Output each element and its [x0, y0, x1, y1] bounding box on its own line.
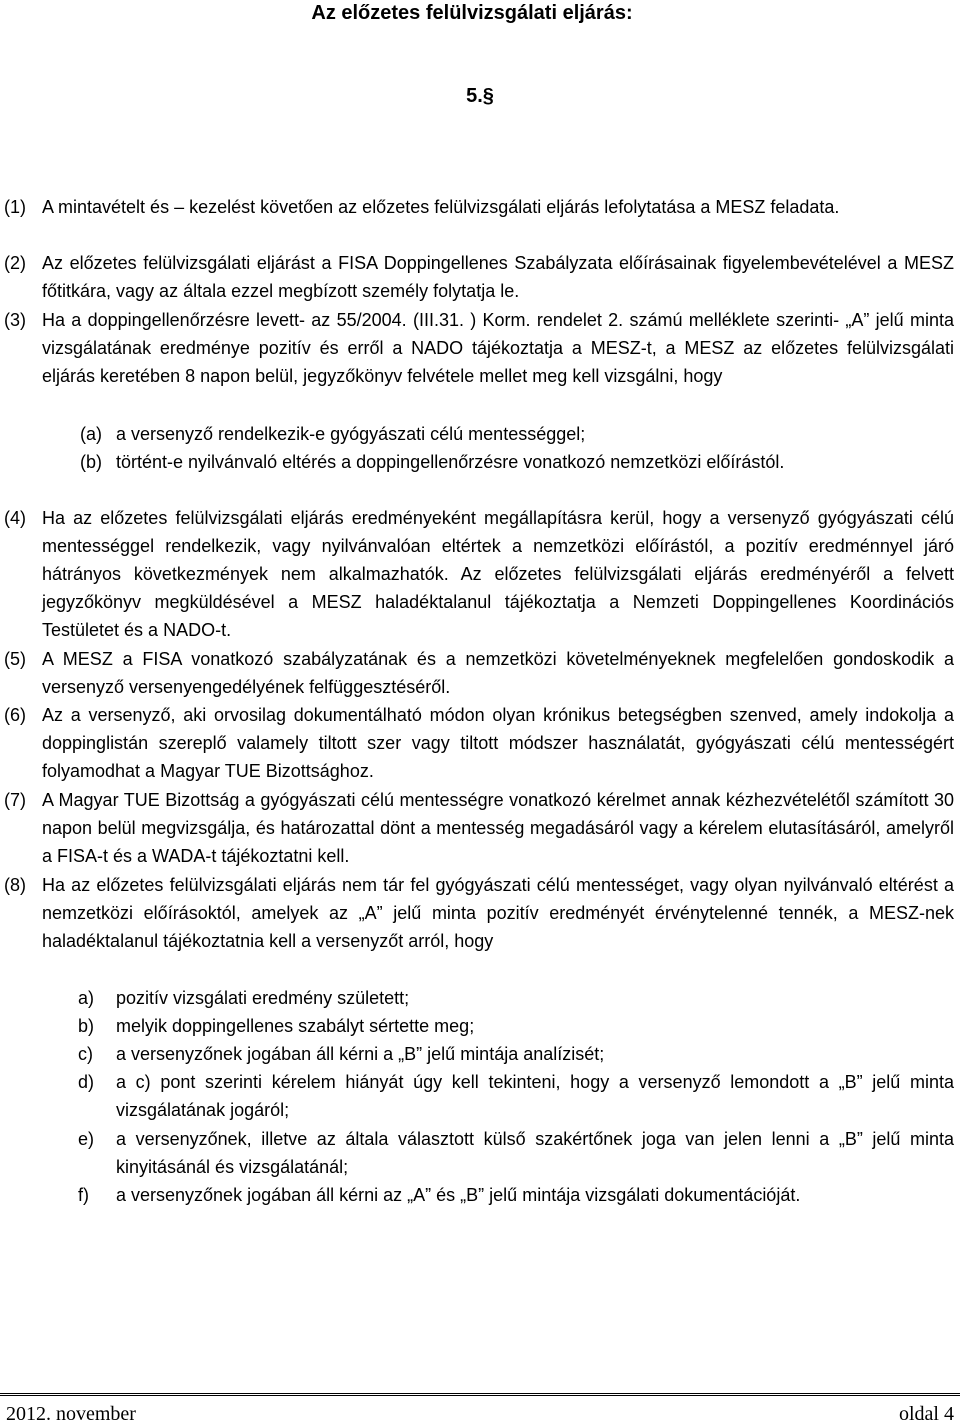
list-item-c — [78, 1040, 954, 1068]
sub-item-label: (a) — [80, 424, 102, 444]
list-item-label: e) — [78, 1129, 95, 1149]
list-item-d — [78, 1068, 954, 1124]
paragraph-number: (6) — [4, 705, 26, 725]
section-number: 5.§ — [466, 85, 494, 107]
sub-item-label: (b) — [80, 452, 102, 472]
list-item-label: f) — [78, 1185, 89, 1205]
list-item-f — [78, 1181, 954, 1209]
list-item-text: a versenyzőnek, illetve az általa választott külső szakértőnek joga van jelen lenni a „B” jelű minta kinyitásánál és vizsgálatánál; — [116, 1129, 954, 1177]
paragraph-text: Az a versenyző, aki orvosilag dokumentálható módon olyan krónikus betegségben szenved, amely indokolja a doppinglistán szereplő valamely tiltott szer vagy tiltott módszer használatát, gyógyászati célú mentességért folyamodhat a Magyar TUE Bizottsághoz. — [42, 705, 954, 781]
sub-item-text: a versenyző rendelkezik-e gyógyászati célú mentességgel; — [116, 424, 586, 444]
paragraph-number: (3) — [4, 310, 26, 330]
list-item-text: a versenyzőnek jogában áll kérni a „B” jelű mintája analízisét; — [116, 1044, 605, 1064]
sub-item-a — [80, 420, 940, 448]
list-item-b — [78, 1012, 954, 1040]
list-item-text: a versenyzőnek jogában áll kérni az „A” és „B” jelű mintája vizsgálati dokumentációját. — [116, 1185, 801, 1205]
paragraph-text: Ha az előzetes felülvizsgálati eljárás nem tár fel gyógyászati célú mentességet, vagy olyan nyilvánvaló eltérést a nemzetközi előírásoktól, amelyek az „A” jelű minta pozitív eredményét érvénytelenné tennék, a MESZ-nek haladéktalanul tájékoztatnia kell a versenyzőt arról, hogy — [42, 875, 954, 951]
paragraph-8 — [4, 871, 954, 955]
paragraph-number: (2) — [4, 253, 26, 273]
paragraph-text: Az előzetes felülvizsgálati eljárást a FISA Doppingellenes Szabályzata előírásainak figyelembevételével a MESZ főtitkára, vagy az általa ezzel megbízott személy folytatja le. — [42, 253, 954, 301]
paragraph-5 — [4, 645, 954, 701]
paragraph-text: A MESZ a FISA vonatkozó szabályzatának és a nemzetközi követelményeknek megfelelően gondoskodik a versenyző versenyengedélyének felfüggesztéséről. — [42, 649, 954, 697]
paragraph-number: (5) — [4, 649, 26, 669]
sub-item-text: történt-e nyilvánvaló eltérés a doppingellenőrzésre vonatkozó nemzetközi előírástól. — [116, 452, 785, 472]
footer-page-number: oldal 4 — [899, 1403, 954, 1425]
sub-item-b — [80, 448, 940, 476]
paragraph-number: (1) — [4, 197, 26, 217]
list-item-e — [78, 1125, 954, 1181]
list-item-text: a c) pont szerinti kérelem hiányát úgy kell tekinteni, hogy a versenyző lemondott a „B” jelű minta vizsgálatának jogáról; — [116, 1072, 954, 1120]
paragraph-number: (8) — [4, 875, 26, 895]
list-item-label: c) — [78, 1044, 93, 1064]
footer-date: 2012. november — [6, 1403, 136, 1425]
paragraph-4 — [4, 504, 954, 644]
paragraph-3 — [4, 306, 954, 390]
paragraph-1 — [4, 193, 954, 221]
paragraph-6 — [4, 701, 954, 785]
paragraph-7 — [4, 786, 954, 870]
paragraph-text: Ha a doppingellenőrzésre levett- az 55/2004. (III.31. ) Korm. rendelet 2. számú melléklete szerinti- „A” jelű minta vizsgálatának eredménye pozitív és erről a NADO tájékoztatja a MESZ-t, a MESZ az előzetes felülvizsgálati eljárás keretében 8 napon belül, jegyzőkönyv felvétele mellet meg kell vizsgálni, hogy — [42, 310, 954, 386]
footer-divider — [0, 1393, 960, 1396]
list-item-text: melyik doppingellenes szabályt sértette meg; — [116, 1016, 475, 1036]
list-item-a — [78, 984, 954, 1012]
paragraph-number: (4) — [4, 508, 26, 528]
paragraph-text: A mintavételt és – kezelést követően az előzetes felülvizsgálati eljárás lefolytatása a MESZ feladata. — [42, 197, 840, 217]
document-title: Az előzetes felülvizsgálati eljárás: — [311, 2, 633, 24]
paragraph-2 — [4, 249, 954, 305]
paragraph-text: A Magyar TUE Bizottság a gyógyászati célú mentességre vonatkozó kérelmet annak kézhezvételétől számított 30 napon belül megvizsgálja, és határozattal dönt a mentesség megadásáról vagy a kérelem elutasításáról, amelyről a FISA-t és a WADA-t tájékoztatni kell. — [42, 790, 954, 866]
list-item-label: b) — [78, 1016, 95, 1036]
list-item-label: d) — [78, 1072, 95, 1092]
list-item-text: pozitív vizsgálati eredmény született; — [116, 988, 410, 1008]
list-item-label: a) — [78, 988, 95, 1008]
paragraph-number: (7) — [4, 790, 26, 810]
paragraph-text: Ha az előzetes felülvizsgálati eljárás eredményeként megállapításra kerül, hogy a versenyző gyógyászati célú mentességgel rendelkezik, vagy nyilvánvalóan eltértek a nemzetközi előírástól, a pozitív eredménnyel járó hátrányos következmények nem alkalmazhatók. Az előzetes felülvizsgálati eljárás eredményéről a felvett jegyzőkönyv megküldésével a MESZ haladéktalanul tájékoztatja a Nemzeti Doppingellenes Koordinációs Testületet és a NADO-t. — [42, 508, 954, 640]
